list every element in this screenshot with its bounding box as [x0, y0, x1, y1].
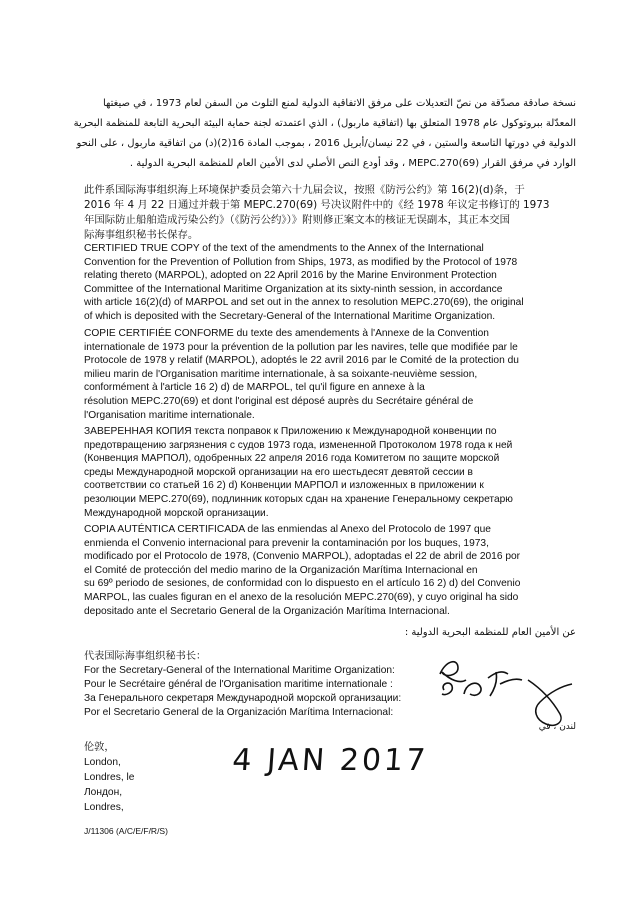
- russian-line: предотвращению загрязнения с судов 1973 года, измененной Протоколом 1978 года к ней: [84, 439, 513, 451]
- document-reference: J/11306 (A/C/E/F/R/S): [84, 826, 168, 836]
- english-line: Committee of the International Maritime Organization at its sixty-ninth session, in accordance: [84, 283, 503, 295]
- english-line: CERTIFIED TRUE COPY of the text of the amendments to the Annex of the International: [84, 243, 484, 254]
- spanish-line: su 69º periodo de sesiones, de conformidad con lo dispuesto en el artículo 16 2) d) del Convenio: [84, 578, 521, 590]
- arabic-line: نسخة صادقة مصدّقة من نصّ التعديلات على مرفق الاتفاقية الدولية لمنع التلوث من السفن لعام 1973 ، في صيغتها: [102, 98, 576, 109]
- english-line: Convention for the Prevention of Pollution from Ships, 1973, as modified by the Protocol of 1978: [84, 256, 518, 268]
- french-signature-label: Pour le Secrétaire général de l'Organisation maritime internationale :: [84, 679, 393, 690]
- chinese-line: 此件系国际海事组织海上环境保护委员会第六十九届会议，按照《防污公约》第 16(2)(d)条，于: [84, 184, 525, 196]
- russian-line: среды Международной морской организации на его шестьдесят девятой сессии в: [84, 466, 473, 478]
- handwritten-date: [228, 738, 430, 780]
- place-russian: Лондон,: [84, 787, 123, 798]
- chinese-line: 2016 年 4 月 22 日通过并载于第 MEPC.270(69) 号决议附件中的《经 1978 年议定书修订的 1973: [84, 199, 550, 211]
- spanish-signature-label: Por el Secretario General de la Organización Marítima Internacional:: [84, 707, 394, 718]
- english-line: of which is deposited with the Secretary-General of the International Maritime Organization.: [84, 310, 496, 322]
- handwritten-signature: [436, 650, 576, 730]
- arabic-certification-text: [64, 94, 576, 174]
- french-line: résolution MEPC.270(69) et dont l'original est déposé auprès du Secrétaire général de: [84, 395, 474, 407]
- arabic-line: الدولية في دورتها التاسعة والستين ، في 22 نيسان/أبريل 2016 ، بموجب المادة 16(2)(د) من اتفاقية ماربول ، على النحو: [76, 138, 576, 149]
- spanish-line: MARPOL, las cuales figuran en el anexo de la resolución MEPC.270(69), y cuyo original ha sido: [84, 591, 519, 603]
- arabic-line: الوارد في مرفق القرار MEPC.270(69) ، وقد أودع النص الأصلي لدى الأمين العام للمنظمة البحرية الدولية .: [129, 158, 576, 169]
- place-english: London,: [84, 757, 121, 768]
- chinese-line: 年国际防止船舶造成污染公约》（《防污公约》）》附则修正案文本的核证无误副本，其正本交国: [84, 214, 510, 226]
- english-certification-text: [84, 242, 572, 324]
- french-line: conformément à l'article 16 2) d) de MARPOL, tel qu'il figure en annexe à la: [84, 382, 425, 394]
- russian-signature-label: За Генерального секретаря Международной морской организации:: [84, 693, 402, 704]
- english-line: relating thereto (MARPOL), adopted on 22 April 2016 by the Marine Environment Protection: [84, 270, 497, 282]
- place-spanish: Londres,: [84, 802, 124, 813]
- place-french: Londres, le: [84, 772, 135, 783]
- spanish-line: depositado ante el Secretario General de la Organización Marítima Internacional.: [84, 605, 450, 617]
- handwritten-date-text: 4 JAN 2017: [231, 743, 430, 778]
- chinese-signature-label: 代表国际海事组织秘书长：: [84, 651, 207, 662]
- english-line: with article 16(2)(d) of MARPOL and set out in the annex to resolution MEPC.270(69), the original: [84, 297, 524, 309]
- russian-line: Международной морской организации.: [84, 507, 269, 519]
- french-line: l'Organisation maritime internationale.: [84, 409, 255, 421]
- spanish-line: enmienda el Convenio internacional para prevenir la contaminación por los buques, 1973,: [84, 537, 489, 549]
- french-certification-text: [84, 327, 572, 422]
- russian-line: резолюции MEPC.270(69), подлинник которых сдан на хранение Генеральному секретарю: [84, 493, 513, 505]
- arabic-place-label: لندن ، في: [538, 722, 576, 732]
- place-chinese: 伦敦，: [84, 742, 115, 753]
- chinese-line: 际海事组织秘书长保存。: [84, 229, 199, 241]
- place-block: [84, 740, 134, 815]
- spanish-certification-text: [84, 523, 572, 618]
- chinese-certification-text: [84, 183, 572, 243]
- russian-line: соответствии со статьей 16 2) d) Конвенции МАРПОЛ и изложенных в приложении к: [84, 480, 484, 492]
- spanish-line: modificado por el Protocolo de 1978, (Convenio MARPOL), adoptadas el 22 de abril de 2016 por: [84, 551, 521, 563]
- arabic-signature-label: عن الأمين العام للمنظمة البحرية الدولية :: [404, 627, 576, 638]
- russian-line: ЗАВЕРЕННАЯ КОПИЯ текста поправок к Приложению к Международной конвенции по: [84, 426, 497, 437]
- russian-line: (Конвенция МАРПОЛ), одобренных 22 апреля 2016 года Комитетом по защите морской: [84, 453, 500, 465]
- french-line: internationale de 1973 pour la prévention de la pollution par les navires, telle que modifiée par le: [84, 341, 518, 353]
- signature-labels: [84, 650, 401, 720]
- arabic-line: المعدّلة ببروتوكول عام 1978 المتعلق بها (اتفاقية ماربول) ، الذي اعتمدته لجنة حماية البيئة البحرية التابعة للمنظمة البحرية: [73, 118, 576, 129]
- russian-certification-text: [84, 425, 572, 520]
- spanish-line: el Comité de protección del medio marino de la Organización Marítima Internacional en: [84, 564, 478, 576]
- french-line: milieu marin de l'Organisation maritime internationale, à sa soixante-neuvième session,: [84, 368, 478, 380]
- spanish-line: COPIA AUTÉNTICA CERTIFICADA de las enmiendas al Anexo del Protocolo de 1997 que: [84, 524, 491, 535]
- french-line: Protocole de 1978 y relatif (MARPOL), adoptés le 22 avril 2016 par le Comité de la protection du: [84, 355, 519, 367]
- french-line: COPIE CERTIFIÉE CONFORME du texte des amendements à l'Annexe de la Convention: [84, 328, 489, 339]
- english-signature-label: For the Secretary-General of the International Maritime Organization:: [84, 665, 395, 676]
